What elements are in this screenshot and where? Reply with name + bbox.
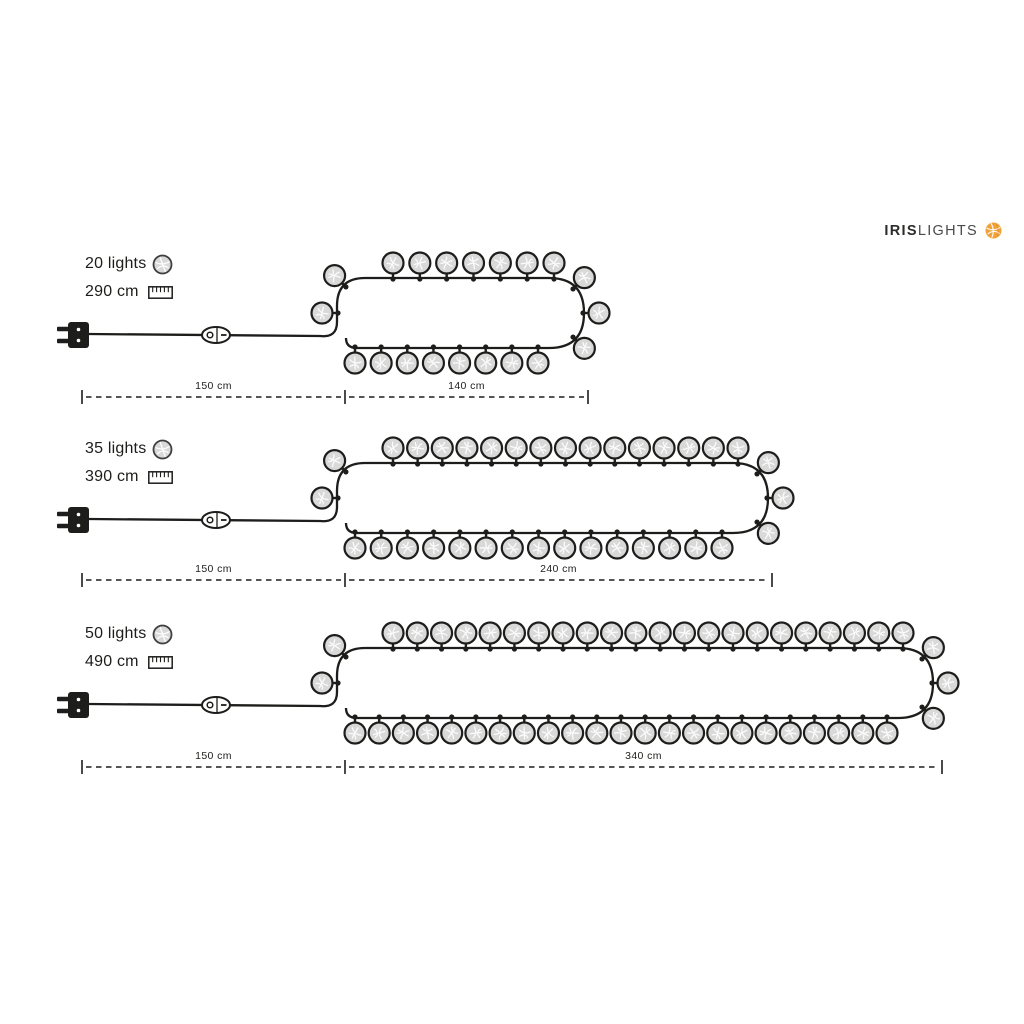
string-light-drawing	[57, 623, 959, 775]
bulb	[324, 265, 348, 289]
length-line	[85, 648, 173, 676]
loop-dimension-label: 140 cm	[448, 380, 485, 392]
bulb	[324, 450, 348, 474]
bulb	[580, 303, 609, 324]
product-info-20-lights	[85, 250, 173, 306]
cord-dimension-label: 150 cm	[195, 380, 232, 392]
plug-icon	[57, 507, 89, 533]
ruler-icon	[148, 656, 173, 669]
cord-dimension-label: 150 cm	[195, 563, 232, 575]
yarn-ball-logo-icon	[985, 222, 1002, 239]
product-info-50-lights	[85, 620, 173, 676]
bulb	[570, 334, 594, 358]
bulb	[919, 637, 943, 661]
bulb	[929, 673, 958, 694]
bulb	[570, 267, 594, 291]
inline-switch-icon	[202, 327, 230, 343]
power-cord-and-loop	[89, 463, 768, 533]
lights-count-label: 50 lights	[85, 625, 147, 642]
loop-dimension-label: 340 cm	[625, 750, 662, 762]
bulb-icon	[152, 439, 173, 460]
product-info-35-lights	[85, 435, 173, 491]
dimension-lines	[82, 750, 942, 774]
inline-switch-icon	[202, 512, 230, 528]
lights-count-line	[85, 250, 173, 278]
lights-count-label: 20 lights	[85, 255, 147, 272]
dimension-lines	[82, 563, 772, 587]
lights-count-line	[85, 435, 173, 463]
plug-icon	[57, 322, 89, 348]
dimension-lines	[82, 380, 588, 404]
bulb	[754, 519, 778, 543]
length-label: 390 cm	[85, 468, 139, 485]
bulb	[764, 488, 793, 509]
bulb	[324, 635, 348, 659]
bulb-icon	[152, 624, 173, 645]
plug-icon	[57, 692, 89, 718]
length-line	[85, 278, 173, 306]
length-label: 290 cm	[85, 283, 139, 300]
inline-switch-icon	[202, 697, 230, 713]
bulb-icon	[152, 254, 173, 275]
brand-name-bold: IRIS	[884, 222, 918, 239]
length-label: 490 cm	[85, 653, 139, 670]
bulb	[754, 452, 778, 476]
lights-count-line	[85, 620, 173, 648]
ruler-icon	[148, 471, 173, 484]
loop-dimension-label: 240 cm	[540, 563, 577, 575]
brand-logo	[884, 222, 1002, 239]
brand-name-light: LIGHTS	[917, 222, 978, 239]
brand-name	[884, 223, 978, 239]
bulb	[919, 704, 943, 728]
lights-count-label: 35 lights	[85, 440, 147, 457]
cord-dimension-label: 150 cm	[195, 750, 232, 762]
ruler-icon	[148, 286, 173, 299]
length-line	[85, 463, 173, 491]
